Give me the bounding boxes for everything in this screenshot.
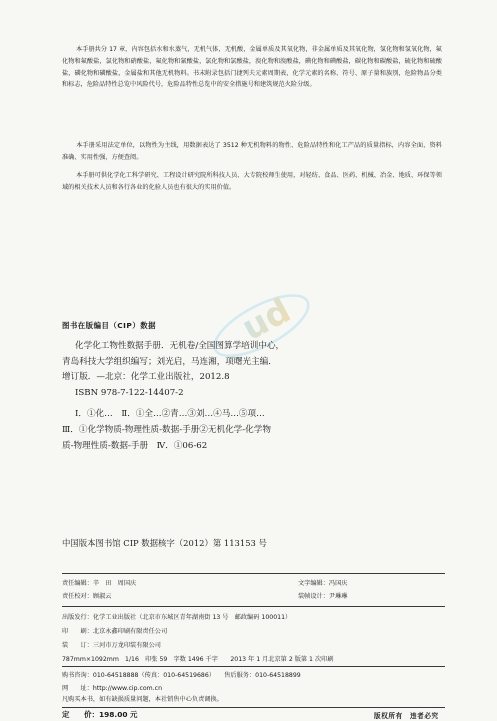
- cip-heading: 图书在版编目（CIP）数据: [62, 321, 156, 330]
- divider-lower: [62, 666, 445, 667]
- watermark-text: ud: [235, 290, 298, 349]
- intro-paragraph-3-text: 本手册可供化学化工科学研究、工程设计研究院所科技人员、大专院校师生使用，对轻纺、食品、医药、机械、冶金、地质、环保等领域的相关技术人员和各行各业的化验人员也有很大的实用价值。: [62, 172, 442, 191]
- intro-paragraph-3: [62, 170, 442, 194]
- credit-proofreader: 责任校对：顾淑云: [62, 593, 112, 600]
- rights-notice: 版权所有 违者必究: [374, 712, 439, 720]
- cip-line-2: 青岛科技大学组织编写；刘光启，马连湘，项曙光主编．: [62, 356, 277, 367]
- cip-line-7: 质-物理性质-数据-手册 Ⅳ．①06-62: [62, 440, 208, 451]
- intro-paragraph-1-text: 本手册共分 17 章，内容包括水和水蒸气，无机气体，无机酸，金属单质及其氧化物，非金属单质及其氧化物，氢化物和氢氧化物，氟化物和氟酸盐，氯化物和硝酸盐，氟化物和氰酸盐，氯化物和氯酸盐，溴化物和溴酸盐，碘化物和碘酸盐，碳化物和碳酸盐，硫化物和硫酸盐，磷化物和磷酸盐，金属盐和其他无机物料。书末附录包括门捷列夫元素周期表，化学元素的名称、符号、原子量和族别，危险物品分类和标志，危险品特性总览中风险代号，危险品特性总览中的安全措施号和建筑规范火险分级。: [62, 46, 442, 89]
- credit-text-editor: 文字编辑：冯国庆: [298, 580, 348, 587]
- intro-paragraph-2: [62, 140, 442, 164]
- cip-line-1: 化学化工物性数据手册．无机卷/全国图算学培训中心，: [75, 341, 285, 351]
- intro-paragraph-1: [62, 44, 442, 91]
- cip-line-6: Ⅲ．①化学物质-物理性质-数据-手册②无机化学-化学物: [62, 424, 271, 435]
- cip-line-5: Ⅰ．①化… Ⅱ．①全…②青…③刘…④马…⑤项…: [75, 409, 265, 420]
- service-notice: 凡购买本书，如有缺损质量问题，本社销售中心负责调换。: [62, 696, 223, 703]
- cip-line-3: 增订版．—北京：化学工业出版社，2012.8: [62, 372, 230, 383]
- credit-editor: 责任编辑：辛 田 周国庆: [62, 580, 137, 587]
- divider-middle: [62, 606, 445, 607]
- publisher-info: 出版发行：化学工业出版社（北京市东城区青年湖南街 13 号 邮政编码 100011）: [62, 614, 292, 621]
- divider-bottom: [62, 707, 445, 708]
- cip-block: [62, 339, 382, 454]
- divider-top: [62, 573, 445, 574]
- price-label: 定 价：198.00 元: [62, 710, 138, 719]
- printer-info: 印 刷：北京永鑫印刷有限责任公司: [62, 628, 168, 635]
- service-phone: 购书咨询：010-64518888（传真：010-64519686） 售后服务：010-64518899: [62, 672, 301, 679]
- intro-paragraph-2-text: 本手册采用法定单位，以物性为主线，用数据表达了 3512 种无机物料的物性、危险品特性和化工产品的质量指标，内容全面、资料准确、实用性强，方便查阅。: [62, 142, 442, 161]
- credit-designer: 装帧设计：尹琳琳: [298, 593, 348, 600]
- binder-info: 装 订：三河市万龙印装有限公司: [62, 642, 161, 649]
- format-info: 787mm×1092mm 1/16 印张 59 字数 1496 千字 2013 年 1 月北京第 2 版第 1 次印刷: [62, 656, 334, 663]
- cip-line-4: ISBN 978-7-122-14407-2: [75, 387, 184, 398]
- cip-number: 中国版本图书馆 CIP 数据核字（2012）第 113153 号: [62, 538, 267, 548]
- service-website: 网 址：http://www.cip.com.cn: [62, 685, 162, 692]
